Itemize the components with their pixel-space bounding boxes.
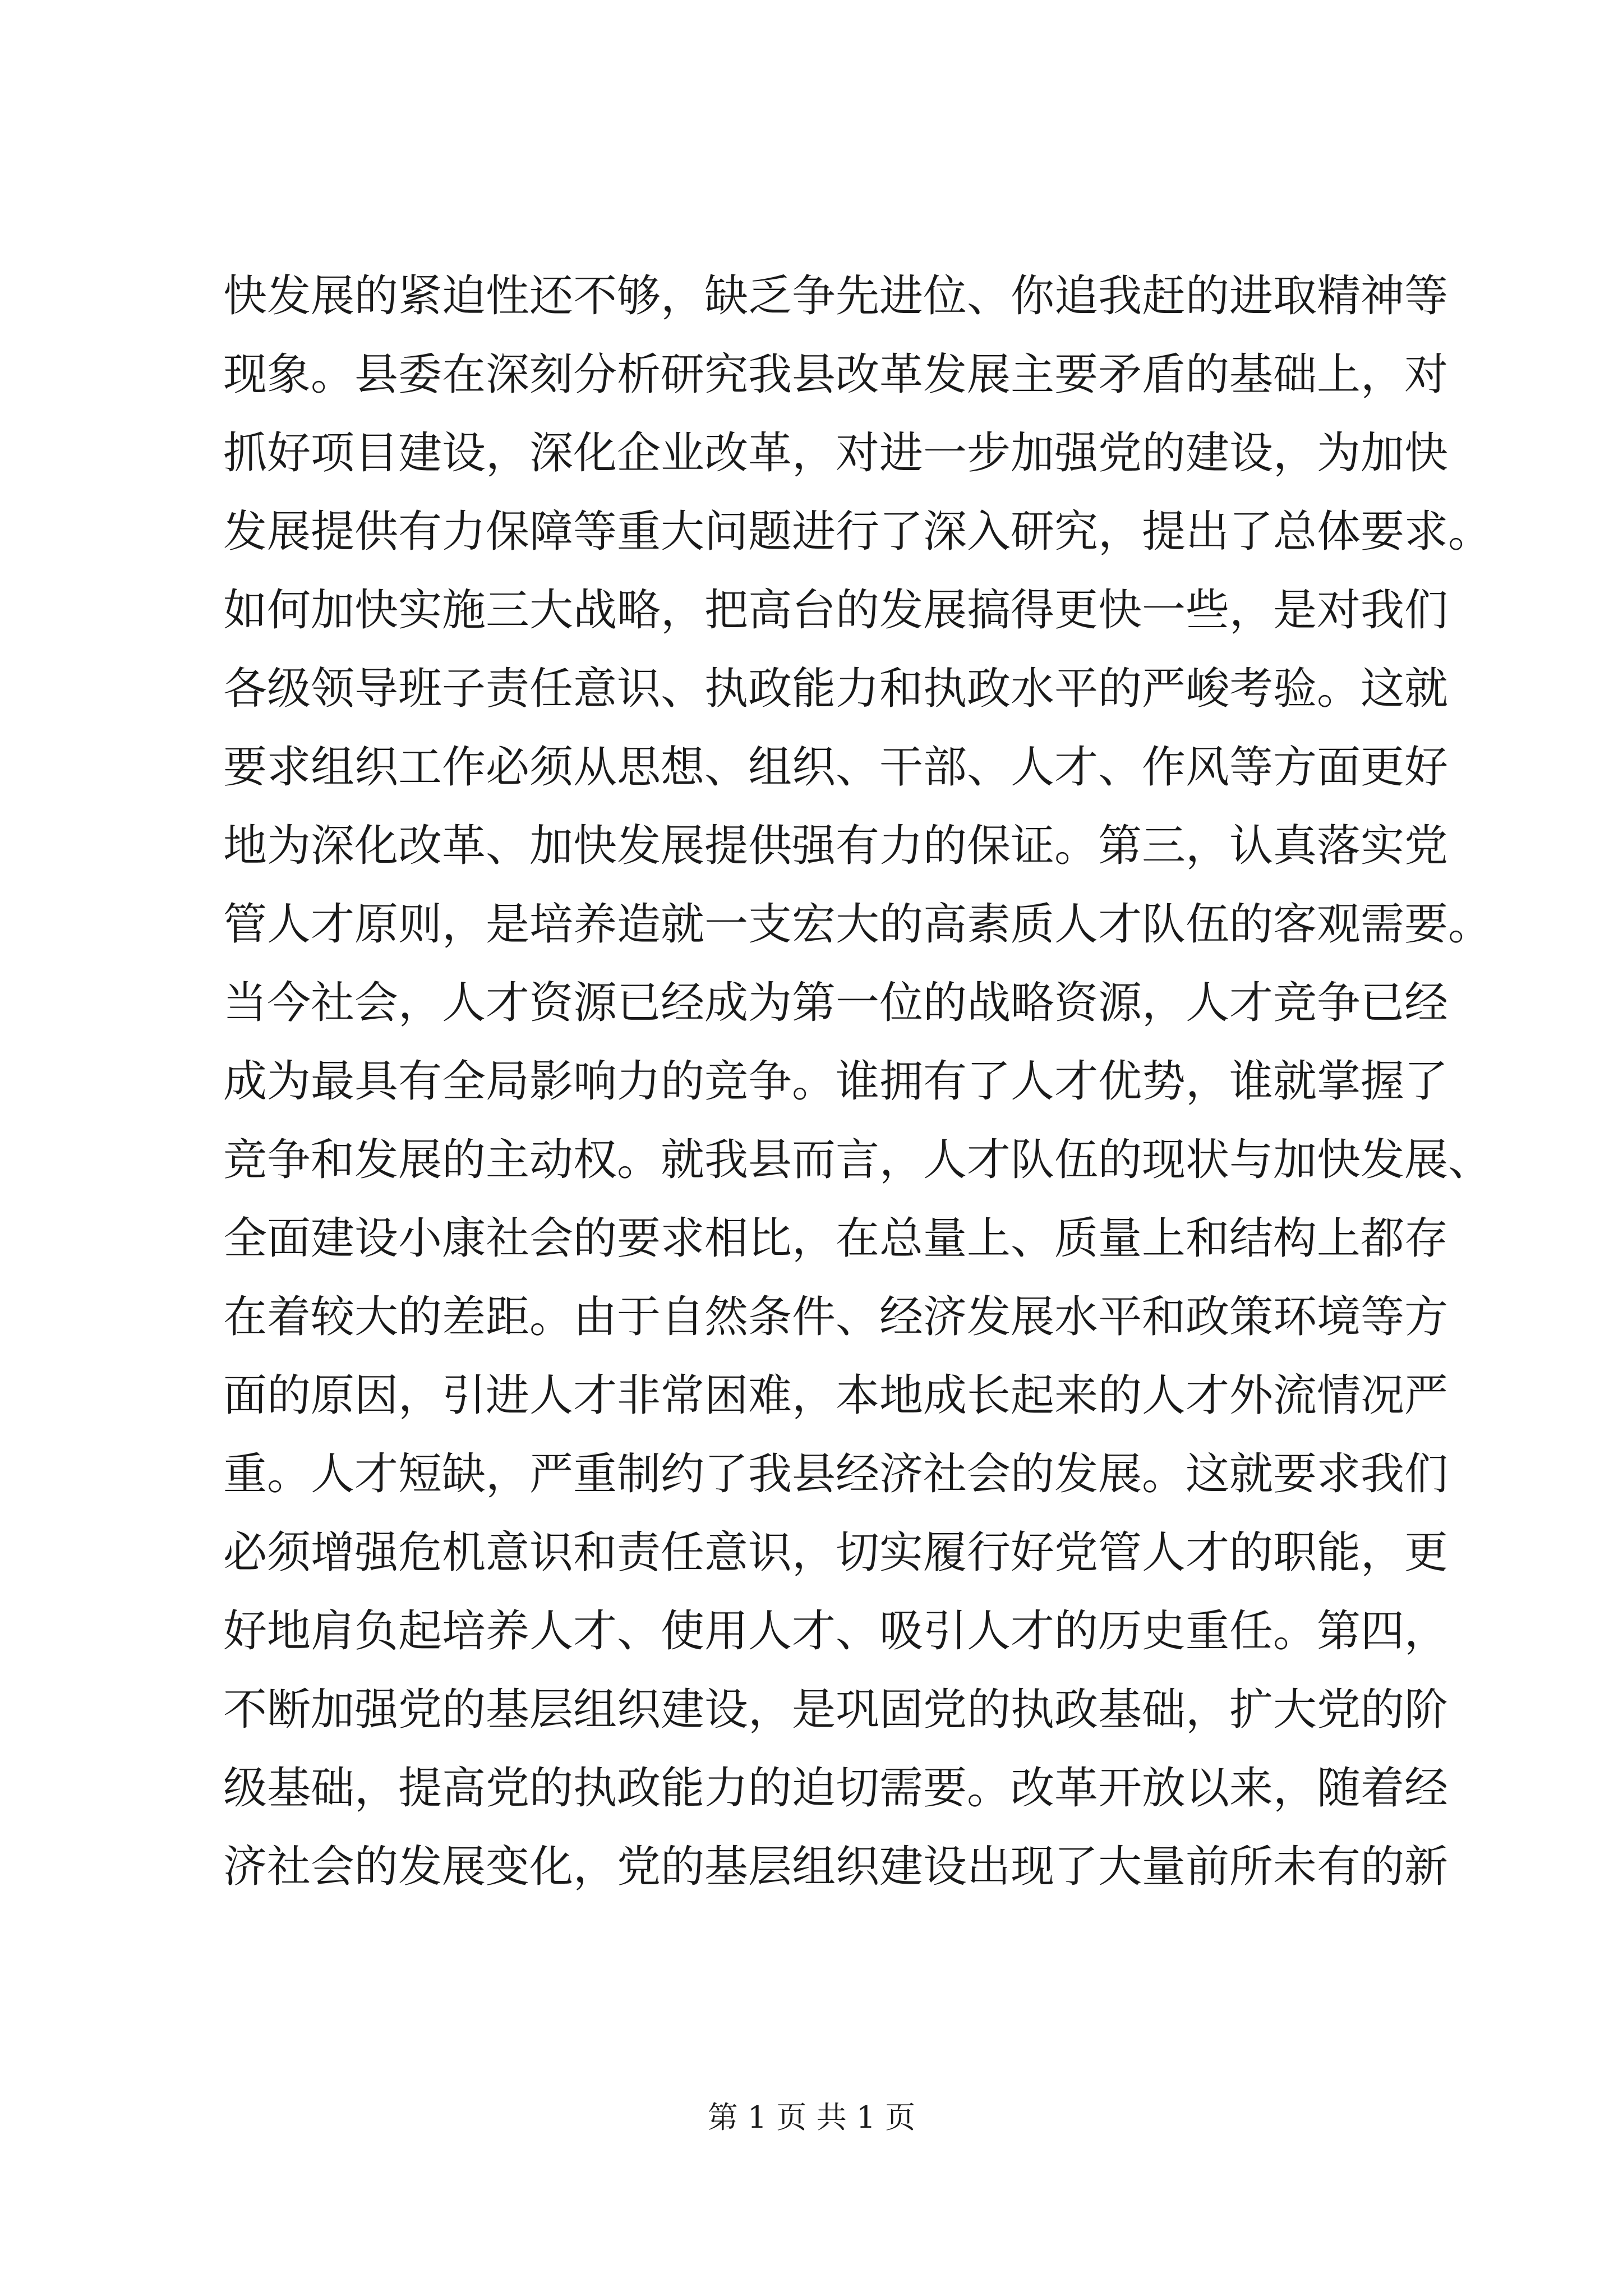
text-line: 成为最具有全局影响力的竞争。谁拥有了人才优势，谁就掌握了 <box>223 1056 1449 1107</box>
text-line: 重。人才短缺，严重制约了我县经济社会的发展。这就要求我们 <box>223 1449 1449 1499</box>
text-line: 济社会的发展变化，党的基层组织建设出现了大量前所未有的新 <box>223 1842 1449 1892</box>
text-line: 好地肩负起培养人才、使用人才、吸引人才的历史重任。第四， <box>223 1606 1449 1657</box>
text-line: 必须增强危机意识和责任意识，切实履行好党管人才的职能，更 <box>223 1527 1449 1578</box>
text-line: 如何加快实施三大战略，把高台的发展搞得更快一些，是对我们 <box>223 585 1449 636</box>
text-line: 不断加强党的基层组织建设，是巩固党的执政基础，扩大党的阶 <box>223 1685 1449 1735</box>
text-line: 竞争和发展的主动权。就我县而言，人才队伍的现状与加快发展、 <box>223 1135 1492 1185</box>
text-line: 各级领导班子责任意识、执政能力和执政水平的严峻考验。这就 <box>223 664 1449 714</box>
text-line: 管人才原则，是培养造就一支宏大的高素质人才队伍的客观需要。 <box>223 899 1492 950</box>
text-line: 抓好项目建设，深化企业改革，对进一步加强党的建设，为加快 <box>223 428 1449 478</box>
text-line: 发展提供有力保障等重大问题进行了深入研究，提出了总体要求。 <box>223 507 1492 557</box>
text-line: 当今社会，人才资源已经成为第一位的战略资源，人才竞争已经 <box>223 978 1449 1028</box>
text-line: 全面建设小康社会的要求相比，在总量上、质量上和结构上都存 <box>223 1213 1449 1264</box>
text-line: 快发展的紧迫性还不够，缺乏争先进位、你追我赶的进取精神等 <box>223 271 1449 321</box>
body-text <box>223 257 1492 1906</box>
text-line: 在着较大的差距。由于自然条件、经济发展水平和政策环境等方 <box>223 1292 1449 1342</box>
text-line: 地为深化改革、加快发展提供强有力的保证。第三，认真落实党 <box>223 821 1449 871</box>
page-number: 第 1 页 共 1 页 <box>707 2100 916 2135</box>
text-line: 级基础，提高党的执政能力的迫切需要。改革开放以来，随着经 <box>223 1763 1449 1814</box>
page-footer <box>0 2098 1623 2137</box>
text-line: 要求组织工作必须从思想、组织、干部、人才、作风等方面更好 <box>223 742 1449 793</box>
text-line: 现象。县委在深刻分析研究我县改革发展主要矛盾的基础上，对 <box>223 349 1449 400</box>
text-line: 面的原因，引进人才非常困难，本地成长起来的人才外流情况严 <box>223 1370 1449 1421</box>
